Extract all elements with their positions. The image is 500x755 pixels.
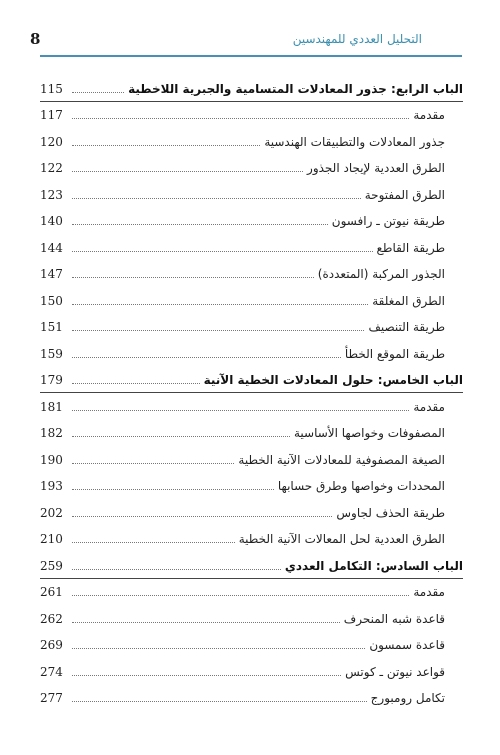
page-header: [30, 24, 470, 54]
toc-entry-title: المحددات وخواصها وطرق حسابها: [277, 479, 445, 493]
toc-dot-leader: [72, 383, 200, 384]
toc-entry-row: [40, 653, 463, 680]
toc-entry-title: قاعدة شبه المنحرف: [343, 611, 445, 626]
toc-chapter-label: الباب الخامس:: [377, 373, 463, 387]
toc-entry-row: [40, 203, 463, 230]
toc-page-number: 261: [40, 585, 63, 599]
toc-entry-row: [40, 256, 463, 283]
toc-dot-leader: [72, 277, 314, 278]
toc-entry-row: [40, 309, 463, 336]
toc-entry-row: [40, 627, 463, 654]
toc-dot-leader: [72, 463, 234, 464]
toc-entry-row: [40, 441, 463, 468]
toc-entry-title: الطرق المفتوحة: [364, 187, 445, 202]
toc-entry-title: قاعدة سمسون: [369, 638, 445, 652]
toc-page-number: 202: [40, 505, 63, 520]
toc-page-number: 147: [40, 267, 63, 281]
toc-page-number: 277: [40, 691, 63, 705]
toc-entry-title: جذور المعادلات والتطبيقات الهندسية: [264, 134, 445, 149]
toc-entry-row: [40, 494, 463, 521]
toc-dot-leader: [72, 304, 368, 305]
toc-chapter-row: [40, 70, 463, 97]
toc-dot-leader: [72, 171, 303, 172]
toc-page-number: 122: [40, 161, 63, 175]
toc-entry-title: المصفوفات وخواصها الأساسية: [293, 426, 445, 440]
toc-page-number: 210: [40, 532, 63, 546]
toc-entry-row: [40, 282, 463, 309]
toc-entry-row: [40, 150, 463, 177]
toc-entry-row: [40, 229, 463, 256]
toc-entry-title: الطرق العددية لحل المعالات الآنية الخطية: [238, 532, 445, 546]
toc-page-number: 259: [40, 558, 63, 573]
header-rule: [40, 55, 462, 57]
toc-entry-title: تكامل رومبورج: [370, 691, 445, 705]
toc-entry-row: [40, 176, 463, 203]
toc-dot-leader: [72, 516, 332, 517]
running-title: التحليل العددي للمهندسين: [292, 32, 422, 46]
toc-chapter-name: جذور المعادلات المتسامية والجبرية اللاخطية: [128, 81, 387, 96]
toc-dot-leader: [72, 410, 409, 411]
toc-page-number: 150: [40, 293, 63, 308]
toc-chapter-row: [40, 547, 463, 574]
toc-chapter-row: [40, 362, 463, 389]
toc-page-number: 182: [40, 426, 63, 440]
toc-dot-leader: [72, 675, 341, 676]
toc-entry-title: الطرق المغلقة: [372, 293, 445, 308]
toc-page-number: 144: [40, 240, 63, 255]
toc-dot-leader: [72, 569, 281, 570]
toc-chapter-title: [285, 558, 463, 574]
toc-dot-leader: [72, 701, 367, 702]
toc-chapter-label: الباب السادس:: [375, 558, 463, 573]
toc-page-number: 193: [40, 479, 63, 493]
toc-entry-row: [40, 415, 463, 442]
toc-page-number: 123: [40, 187, 63, 202]
toc-dot-leader: [72, 595, 409, 596]
toc-entry-title: طريقة التنصيف: [368, 320, 445, 334]
toc-chapter-title: [128, 81, 463, 97]
toc-entry-title: الصيغة المصفوفية للمعادلات الآنية الخطية: [238, 452, 445, 467]
toc-page-number: 159: [40, 346, 63, 361]
toc-page-number: 140: [40, 214, 63, 228]
toc-entry-title: طريقة الموقع الخطأ: [344, 346, 445, 361]
toc-entry-title: طريقة الحذف لجاوس: [336, 505, 445, 520]
toc-dot-leader: [72, 118, 409, 119]
toc-entry-row: [40, 680, 463, 707]
toc-entry-title: مقدمة: [413, 399, 445, 414]
toc-dot-leader: [72, 251, 373, 252]
toc-page-number: 274: [40, 664, 63, 679]
toc-entry-title: الطرق العددية لإيجاد الجذور: [307, 161, 445, 175]
toc-page-number: 151: [40, 320, 63, 334]
toc-dot-leader: [72, 489, 274, 490]
toc-dot-leader: [72, 357, 341, 358]
toc-entry-row: [40, 123, 463, 150]
toc-page-number: 181: [40, 399, 63, 414]
toc-dot-leader: [72, 542, 235, 543]
table-of-contents: [40, 70, 463, 706]
toc-dot-leader: [72, 92, 124, 93]
toc-chapter-title: [204, 372, 463, 388]
toc-entry-title: مقدمة: [413, 108, 445, 122]
toc-entry-title: قواعد نيوتن ـ كوتس: [345, 664, 445, 679]
toc-chapter-name: التكامل العددي: [284, 558, 372, 573]
toc-page-number: 262: [40, 611, 63, 626]
toc-dot-leader: [72, 145, 260, 146]
toc-page-number: 179: [40, 373, 63, 387]
toc-dot-leader: [72, 330, 364, 331]
toc-entry-row: [40, 335, 463, 362]
toc-entry-title: مقدمة: [413, 585, 445, 599]
toc-chapter-label: الباب الرابع:: [391, 81, 463, 96]
toc-page-number: 120: [40, 134, 63, 149]
toc-page-number: 269: [40, 638, 63, 652]
toc-entry-row: [40, 468, 463, 495]
toc-page-number: 115: [40, 81, 63, 96]
toc-entry-title: الجذور المركبة (المتعددة): [317, 267, 445, 281]
toc-dot-leader: [72, 648, 365, 649]
toc-entry-title: طريقة نيوتن ـ رافسون: [331, 214, 445, 228]
toc-dot-leader: [72, 436, 290, 437]
toc-entry-title: طريقة القاطع: [376, 240, 445, 255]
toc-dot-leader: [72, 198, 361, 199]
toc-page-number: 190: [40, 452, 63, 467]
toc-dot-leader: [72, 224, 328, 225]
toc-page-number: 117: [40, 108, 63, 122]
toc-entry-row: [40, 600, 463, 627]
toc-dot-leader: [72, 622, 340, 623]
toc-chapter-name: حلول المعادلات الخطية الآنية: [203, 373, 374, 387]
toc-entry-row: [40, 521, 463, 548]
page-number: 8: [30, 30, 41, 48]
